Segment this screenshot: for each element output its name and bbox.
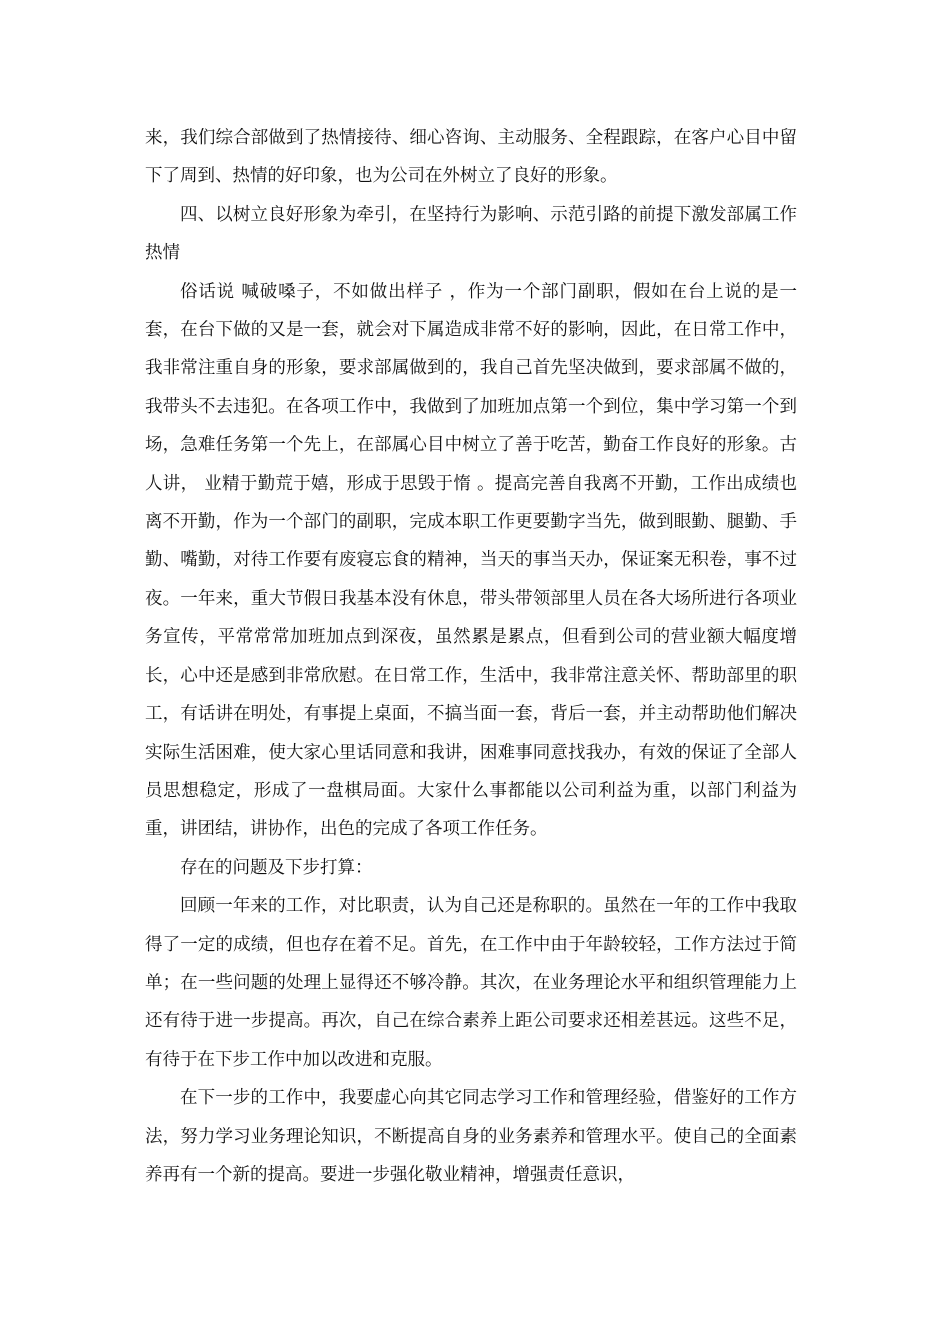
paragraph-review: 回顾一年来的工作，对比职责，认为自己还是称职的。虽然在一年的工作中我取得了一定的成绩，但也存在着不足。首先，在工作中由于年龄较轻，工作方法过于简单；在一些问题的处理上显得还不够冷静。其次，在业务理论水平和组织管理能力上还有待于进一步提高。再次，自己在综合素养上距公司要求还相差甚远。这些不足，有待于在下步工作中加以改进和克服。	[145, 896, 797, 1070]
document-page	[145, 119, 797, 1194]
subheading-problems: 存在的问题及下步打算：	[180, 857, 373, 878]
paragraph-body: 俗话说 喊破嗓子，不如做出样子 ，作为一个部门副职，假如在台上说的是一套，在台下做的又是一套，就会对下属造成非常不好的影响，因此，在日常工作中，我非常注重自身的形象，要求部属做到的，我自己首先坚决做到，要求部属不做的，我带头不去违犯。在各项工作中，我做到了加班加点第一个到位，集中学习第一个到场，急难任务第一个先上，在部属心目中树立了善于吃苦，勤奋工作良好的形象。古人讲， 业精于勤荒于嬉，形成于思毁于惰 。提高完善自我离不开勤，工作出成绩也离不开勤，作为一个部门的副职，完成本职工作更要勤字当先，做到眼勤、腿勤、手勤、嘴勤，对待工作要有废寝忘食的精神，当天的事当天办，保证案无积卷，事不过夜。一年来，重大节假日我基本没有休息，带头带领部里人员在各大场所进行各项业务宣传，平常常常加班加点到深夜，虽然累是累点，但看到公司的营业额大幅度增长，心中还是感到非常欣慰。在日常工作，生活中，我非常注意关怀、帮助部里的职工，有话讲在明处，有事提上桌面，不搞当面一套，背后一套，并主动帮助他们解决实际生活困难，使大家心里话同意和我讲，困难事同意找我办，有效的保证了全部人员思想稳定，形成了一盘棋局面。大家什么事都能以公司利益为重，以部门利益为重，讲团结，讲协作，出色的完成了各项工作任务。	[145, 281, 797, 840]
section-heading-four: 四、以树立良好形象为牵引，在坚持行为影响、示范引路的前提下激发部属工作热情	[145, 204, 797, 264]
paragraph-continuation: 来，我们综合部做到了热情接待、细心咨询、主动服务、全程跟踪，在客户心目中留下了周到、热情的好印象，也为公司在外树立了良好的形象。	[145, 128, 797, 187]
paragraph-next-steps: 在下一步的工作中，我要虚心向其它同志学习工作和管理经验，借鉴好的工作方法，努力学习业务理论知识，不断提高自身的业务素养和管理水平。使自己的全面素养再有一个新的提高。要进一步强化敬业精神，增强责任意识，	[145, 1088, 797, 1185]
